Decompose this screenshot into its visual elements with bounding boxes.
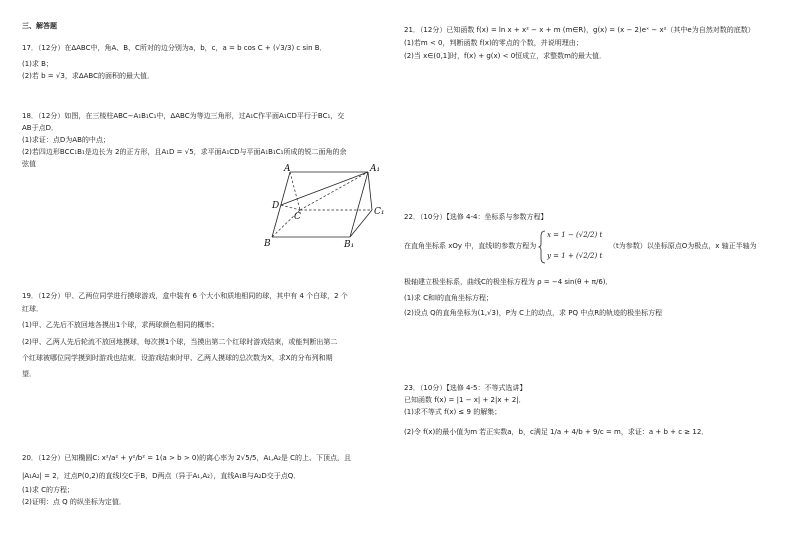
q18-stem-line1: 18．（12分）如图，在三棱柱ABC−A₁B₁C₁中，ΔABC为等边三角形，过A₁C作平面A₁CD平行于BC₁，交	[22, 112, 345, 120]
q22-part2: (2)设点 Q的直角坐标为(1,√3)，P为 C上的动点，求 PQ 中点R的轨迹的极坐标方程	[404, 309, 663, 317]
q18-part2-line2: 弦值	[22, 160, 36, 168]
q22-line1-post: （t为参数）以坐标原点O为极点，x 轴正半轴为	[609, 242, 757, 250]
q21-stem: 21．（12分）已知函数 f(x) = ln x + x² − x + m (m∈R)，g(x) = (x − 2)eˣ − x²（其中e为自然对数的底数）	[404, 26, 755, 34]
q17-stem: 17．（12分）在ΔABC中，角A、B、C所对的边分别为a，b，c，a = b cos C + (√3/3) c sin B．	[22, 44, 327, 52]
q19-part2-line3: 望．	[22, 370, 36, 378]
q19-stem-line2: 红球．	[22, 305, 43, 313]
q20-stem-line1: 20．（12分）已知椭圆C: x²/a² + y²/b² = 1(a > b > 0)的离心率为 2√5/5，A₁,A₂是 C的上、下顶点，且	[22, 454, 352, 462]
q22-brace	[538, 230, 546, 264]
q20-stem-line2: |A₁A₂| = 2，过点P(0,2)的直线l交C于B，D两点（异于A₁,A₂），直线A₁B与A₂D交于点Q．	[22, 472, 301, 480]
label-B: B	[264, 239, 271, 249]
q22-part1: (1)求 C和l的直角坐标方程；	[404, 294, 493, 302]
edge-A-C-hidden	[290, 172, 300, 210]
q22-line1-pre: 在直角坐标系 xOy 中，直线l的参数方程为	[404, 242, 537, 250]
q19-part1: (1)甲、乙先后不放回地各摸出1个球，求两球颜色相同的概率；	[22, 321, 219, 329]
q22-eq-y: y = 1 + (√2/2) t	[547, 252, 603, 260]
label-A1: A₁	[370, 164, 381, 174]
q22-line2: 极轴建立极坐标系，曲线C的极坐标方程为 ρ = −4 sin(θ + π/6)．	[404, 278, 613, 286]
edge-C1-B1	[350, 210, 372, 237]
q19-part2-line1: (2)甲、乙两人先后轮流不放回地摸球，每次摸1个球，当摸出第二个红球时游戏结束，或能判断出第二	[22, 338, 338, 346]
q19-part2-line2: 个红球被哪位同学摸到时游戏也结束．设游戏结束时甲、乙两人摸球的总次数为X，求X的分布列和期	[22, 354, 333, 362]
q23-part2: (2)令 f(x)的最小值为m 若正实数a，b，c满足 1/a + 4/b + 9/c = m，求证：a + b + c ≥ 12．	[404, 428, 709, 436]
edge-D-C-hidden	[281, 205, 300, 210]
q21-part2: (2)当 x∈(0,1]时，f(x) + g(x) < 0恒成立，求整数m的最大值．	[404, 52, 606, 60]
edge-C-A1-hidden	[300, 172, 368, 210]
q23-line1: 已知函数 f(x) = |1 − x| + 2|x + 2|．	[404, 396, 526, 404]
prism-figure	[260, 162, 395, 250]
label-C: C	[294, 212, 301, 222]
q20-part1: (1)求 C的方程；	[22, 486, 75, 494]
q23-title: 23．（10分）【选修 4-5：不等式选讲】	[404, 384, 527, 392]
edge-A1-B1	[350, 172, 368, 237]
q18-part1: (1)求证：点D为AB的中点；	[22, 136, 110, 144]
q17-part1: (1)求 B；	[22, 60, 53, 68]
q22-eq-x: x = 1 − (√2/2) t	[547, 231, 603, 239]
q22-title: 22．（10分）【选修 4-4：坐标系与参数方程】	[404, 213, 548, 221]
q21-part1: (1)若m < 0，判断函数 f(x)的零点的个数，并说明理由；	[404, 39, 583, 47]
edge-D-A1	[281, 172, 368, 205]
q18-part2-line1: (2)若四边形BCC₁B₁是边长为 2的正方形，且A₁D = √5，求平面A₁CD与平面A₁B₁C₁所成的锐二面角的余	[22, 148, 347, 156]
section-title: 三、解答题	[22, 22, 57, 30]
q19-stem: 19．（12分）甲、乙两位同学进行摸球游戏，盒中装有 6 个大小和质地相同的球，其中有 4 个白球，2 个	[22, 292, 348, 300]
label-B1: B₁	[344, 240, 355, 250]
q18-stem-line2: AB于点D．	[22, 124, 58, 132]
label-D: D	[272, 201, 280, 211]
q23-part1: (1)求不等式 f(x) ≤ 9 的解集；	[404, 408, 502, 416]
q20-part2: (2)证明：点 Q 的纵坐标为定值．	[22, 498, 126, 506]
edge-A1-C1	[368, 172, 372, 210]
q17-part2: (2)若 b = √3，求ΔABC的面积的最大值．	[22, 72, 154, 80]
label-A: A	[284, 164, 291, 174]
label-C1: C₁	[374, 207, 385, 217]
